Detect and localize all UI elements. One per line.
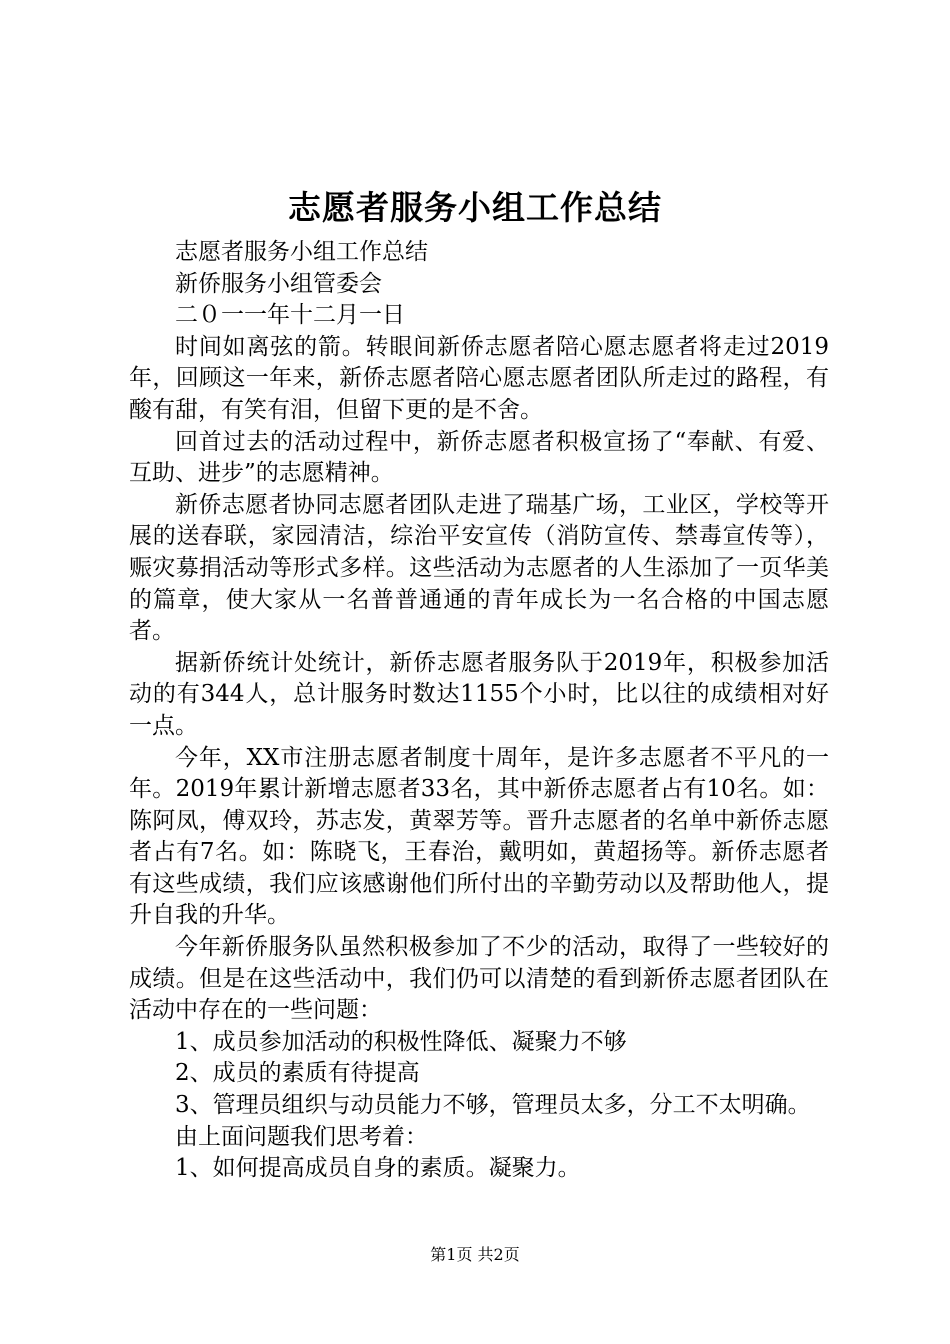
paragraph: 今年，XX市注册志愿者制度十周年，是许多志愿者不平凡的一年。2019年累计新增志愿者33名，其中新侨志愿者占有10名。如：陈阿凤，傅双玲，苏志发，黄翠芳等。晋升志愿者的名单中新侨志愿者占有7名。如：陈晓飞，王春治，戴明如，黄超扬等。新侨志愿者有这些成绩，我们应该感谢他们所付出的辛勤劳动以及帮助他人，提升自我的升华。: [129, 744, 829, 929]
document-body: [129, 237, 829, 1185]
paragraph-date: 二０一一年十二月一日: [175, 302, 405, 329]
paragraph: 由上面问题我们思考着：: [175, 1123, 428, 1150]
paragraph: 今年新侨服务队虽然积极参加了不少的活动，取得了一些较好的成绩。但是在这些活动中，我们仍可以清楚的看到新侨志愿者团队在活动中存在的一些问题：: [129, 934, 829, 1024]
paragraph: 时间如离弦的箭。转眼间新侨志愿者陪心愿志愿者将走过2019年，回顾这一年来，新侨志愿者陪心愿志愿者团队所走过的路程，有酸有甜，有笑有泪，但留下更的是不舍。: [129, 333, 829, 423]
list-item: 3、管理员组织与动员能力不够，管理员太多，分工不太明确。: [175, 1092, 811, 1119]
page-footer: 第1页 共2页: [430, 1245, 520, 1264]
list-item: 1、如何提高成员自身的素质。凝聚力。: [175, 1155, 581, 1182]
paragraph-organization: 新侨服务小组管委会: [175, 270, 382, 297]
document-title: 志愿者服务小组工作总结: [288, 188, 662, 227]
list-item: 2、成员的素质有待提高: [175, 1060, 420, 1087]
paragraph: 据新侨统计处统计，新侨志愿者服务队于2019年，积极参加活动的有344人，总计服务时数达1155个小时，比以往的成绩相对好一点。: [129, 649, 829, 739]
paragraph: 回首过去的活动过程中，新侨志愿者积极宣扬了“奉献、有爱、互助、进步”的志愿精神。: [129, 428, 829, 487]
paragraph: 新侨志愿者协同志愿者团队走进了瑞基广场，工业区，学校等开展的送春联，家园清洁，综治平安宣传（消防宣传、禁毒宣传等），赈灾募捐活动等形式多样。这些活动为志愿者的人生添加了一页华美的篇章，使大家从一名普普通通的青年成长为一名合格的中国志愿者。: [129, 491, 829, 645]
list-item: 1、成员参加活动的积极性降低、凝聚力不够: [175, 1028, 627, 1055]
paragraph-subtitle: 志愿者服务小组工作总结: [175, 239, 428, 265]
